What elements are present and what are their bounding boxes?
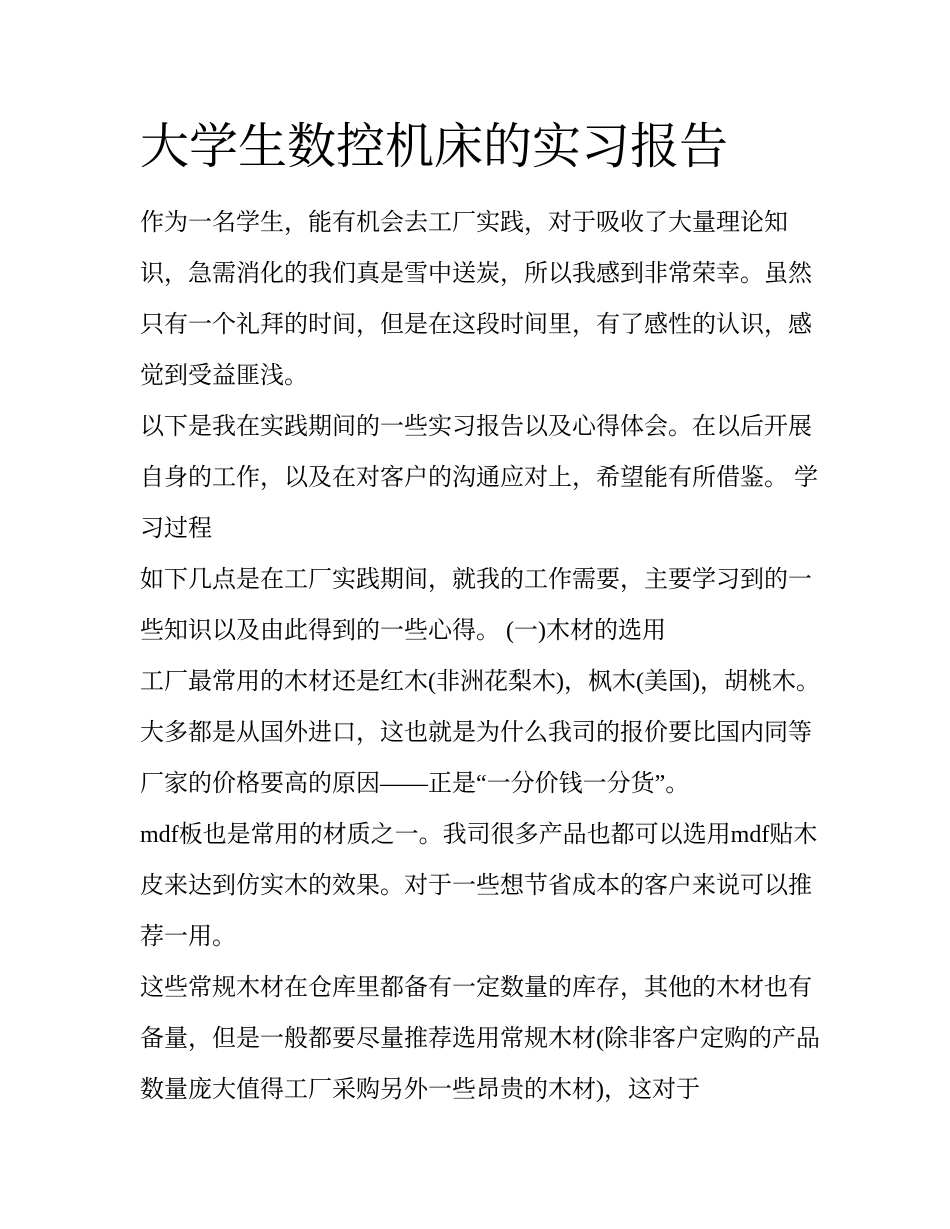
paragraph: 如下几点是在工厂实践期间，就我的工作需要，主要学习到的一些知识以及由此得到的一些心得。 (一)木材的选用 bbox=[140, 567, 812, 644]
paragraph: mdf板也是常用的材质之一。我司很多产品也都可以选用mdf贴木皮来达到仿实木的效果。对于一些想节省成本的客户来说可以推荐一用。 bbox=[140, 822, 818, 950]
paragraph: 工厂最常用的木材还是红木(非洲花梨木)，枫木(美国)，胡桃木。大多都是从国外进口，这也就是为什么我司的报价要比国内同等厂家的价格要高的原因——正是“一分价钱一分货”。 bbox=[140, 669, 820, 797]
paragraph: 以下是我在实践期间的一些实习报告以及心得体会。在以后开展自身的工作，以及在对客户的沟通应对上，希望能有所借鉴。 学习过程 bbox=[140, 414, 818, 542]
paragraph: 这些常规木材在仓库里都备有一定数量的库存，其他的木材也有备量，但是一般都要尽量推荐选用常规木材(除非客户定购的产品数量庞大值得工厂采购另外一些昂贵的木材)，这对于 bbox=[140, 975, 820, 1103]
document-body bbox=[140, 198, 820, 1116]
paragraph: 作为一名学生，能有机会去工厂实践，对于吸收了大量理论知识，急需消化的我们真是雪中送炭，所以我感到非常荣幸。虽然只有一个礼拜的时间，但是在这段时间里，有了感性的认识，感觉到受益匪浅。 bbox=[140, 210, 812, 389]
page-title: 大学生数控机床的实习报告 bbox=[140, 118, 729, 175]
